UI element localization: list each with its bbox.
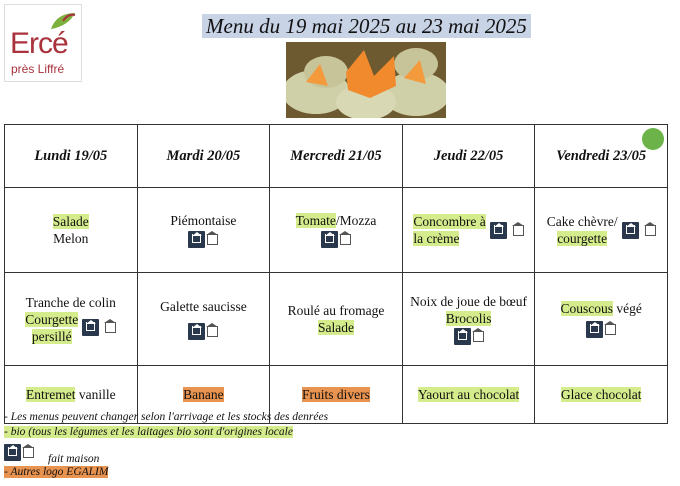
menu-cell (402, 188, 535, 273)
menu-cell (270, 188, 403, 273)
fait-maison-icon (586, 321, 603, 338)
dish-egalim: Fruits divers (302, 387, 370, 402)
town-logo (4, 4, 82, 82)
fait-maison-icon (4, 444, 21, 461)
logo-subtitle: près Liffré (11, 62, 65, 76)
table-row (5, 125, 668, 188)
dish-bio: persillé (31, 328, 72, 344)
day-header: Mercredi 21/05 (270, 125, 403, 188)
table-row (5, 188, 668, 273)
menu-cell (402, 366, 535, 424)
table-row (5, 273, 668, 366)
dish-bio: Couscous (560, 300, 614, 316)
menu-cell (5, 273, 138, 366)
dish-bio: Salade (52, 214, 89, 229)
dish: Roulé au fromage (287, 303, 385, 318)
home-icon (645, 225, 656, 236)
melon-photo (286, 42, 446, 118)
dish: végé (613, 300, 642, 316)
day-header (535, 125, 668, 188)
dish-egalim: Banane (183, 387, 224, 402)
fait-maison-icon (82, 319, 99, 336)
note-menu-change: - Les menus peuvent changer selon l'arrivage et les stocks des denrées (4, 411, 329, 423)
legend-fait-maison (4, 443, 34, 461)
dish: Piémontaise (170, 213, 237, 229)
dish: vanille (75, 387, 116, 402)
dish: Galette saucisse (160, 299, 247, 315)
menu-table (4, 124, 668, 424)
menu-cell (137, 273, 270, 366)
dish-bio: Glace chocolat (560, 387, 642, 402)
logo-word: Ercé (10, 27, 68, 60)
home-icon (473, 331, 484, 342)
fait-maison-icon (490, 222, 507, 239)
dish: /Mozza (335, 213, 377, 229)
bio-leaf-icon (642, 128, 664, 150)
home-icon (340, 234, 351, 245)
day-header: Lundi 19/05 (5, 125, 138, 188)
legend-notes (4, 410, 328, 440)
note-egalim: - Autres logo EGALIM (4, 466, 109, 478)
dish-bio: la crème (413, 231, 460, 246)
fait-maison-icon (188, 323, 205, 340)
fait-maison-icon (321, 231, 338, 248)
dish: Cake chèvre/ (546, 214, 618, 229)
day-header-label: Vendredi 23/05 (556, 147, 647, 164)
fait-maison-icon (454, 328, 471, 345)
day-header: Mardi 20/05 (137, 125, 270, 188)
dish-bio: Salade (317, 320, 354, 335)
day-header: Jeudi 22/05 (402, 125, 535, 188)
dish-bio: Tomate (295, 213, 336, 229)
menu-cell (535, 188, 668, 273)
home-icon (605, 324, 616, 335)
dish: Melon (53, 231, 89, 246)
dish: Tranche de colin (25, 294, 116, 310)
menu-cell (535, 273, 668, 366)
home-icon (23, 447, 34, 458)
home-icon (513, 225, 524, 236)
dish-bio: Brocolis (445, 310, 492, 326)
note-fait-maison: fait maison (48, 453, 100, 465)
dish-bio: Yaourt au chocolat (417, 387, 520, 402)
page-title: Menu du 19 mai 2025 au 23 mai 2025 (202, 14, 531, 38)
menu-cell (270, 273, 403, 366)
home-icon (105, 322, 116, 333)
dish: Noix de joue de bœuf (410, 293, 528, 309)
home-icon (207, 326, 218, 337)
menu-cell (402, 273, 535, 366)
fait-maison-icon (188, 231, 205, 248)
home-icon (207, 234, 218, 245)
menu-cell (535, 366, 668, 424)
note-bio: - bio (tous les légumes et les laitages bio sont d'origines locale (4, 426, 293, 438)
dish-bio: Concombre à (413, 214, 486, 229)
menu-cell (137, 188, 270, 273)
dish-bio: Entremet (25, 387, 76, 402)
menu-cell (5, 188, 138, 273)
fait-maison-icon (622, 222, 639, 239)
dish-bio: courgette (557, 231, 608, 246)
dish-bio: Courgette (25, 311, 79, 327)
